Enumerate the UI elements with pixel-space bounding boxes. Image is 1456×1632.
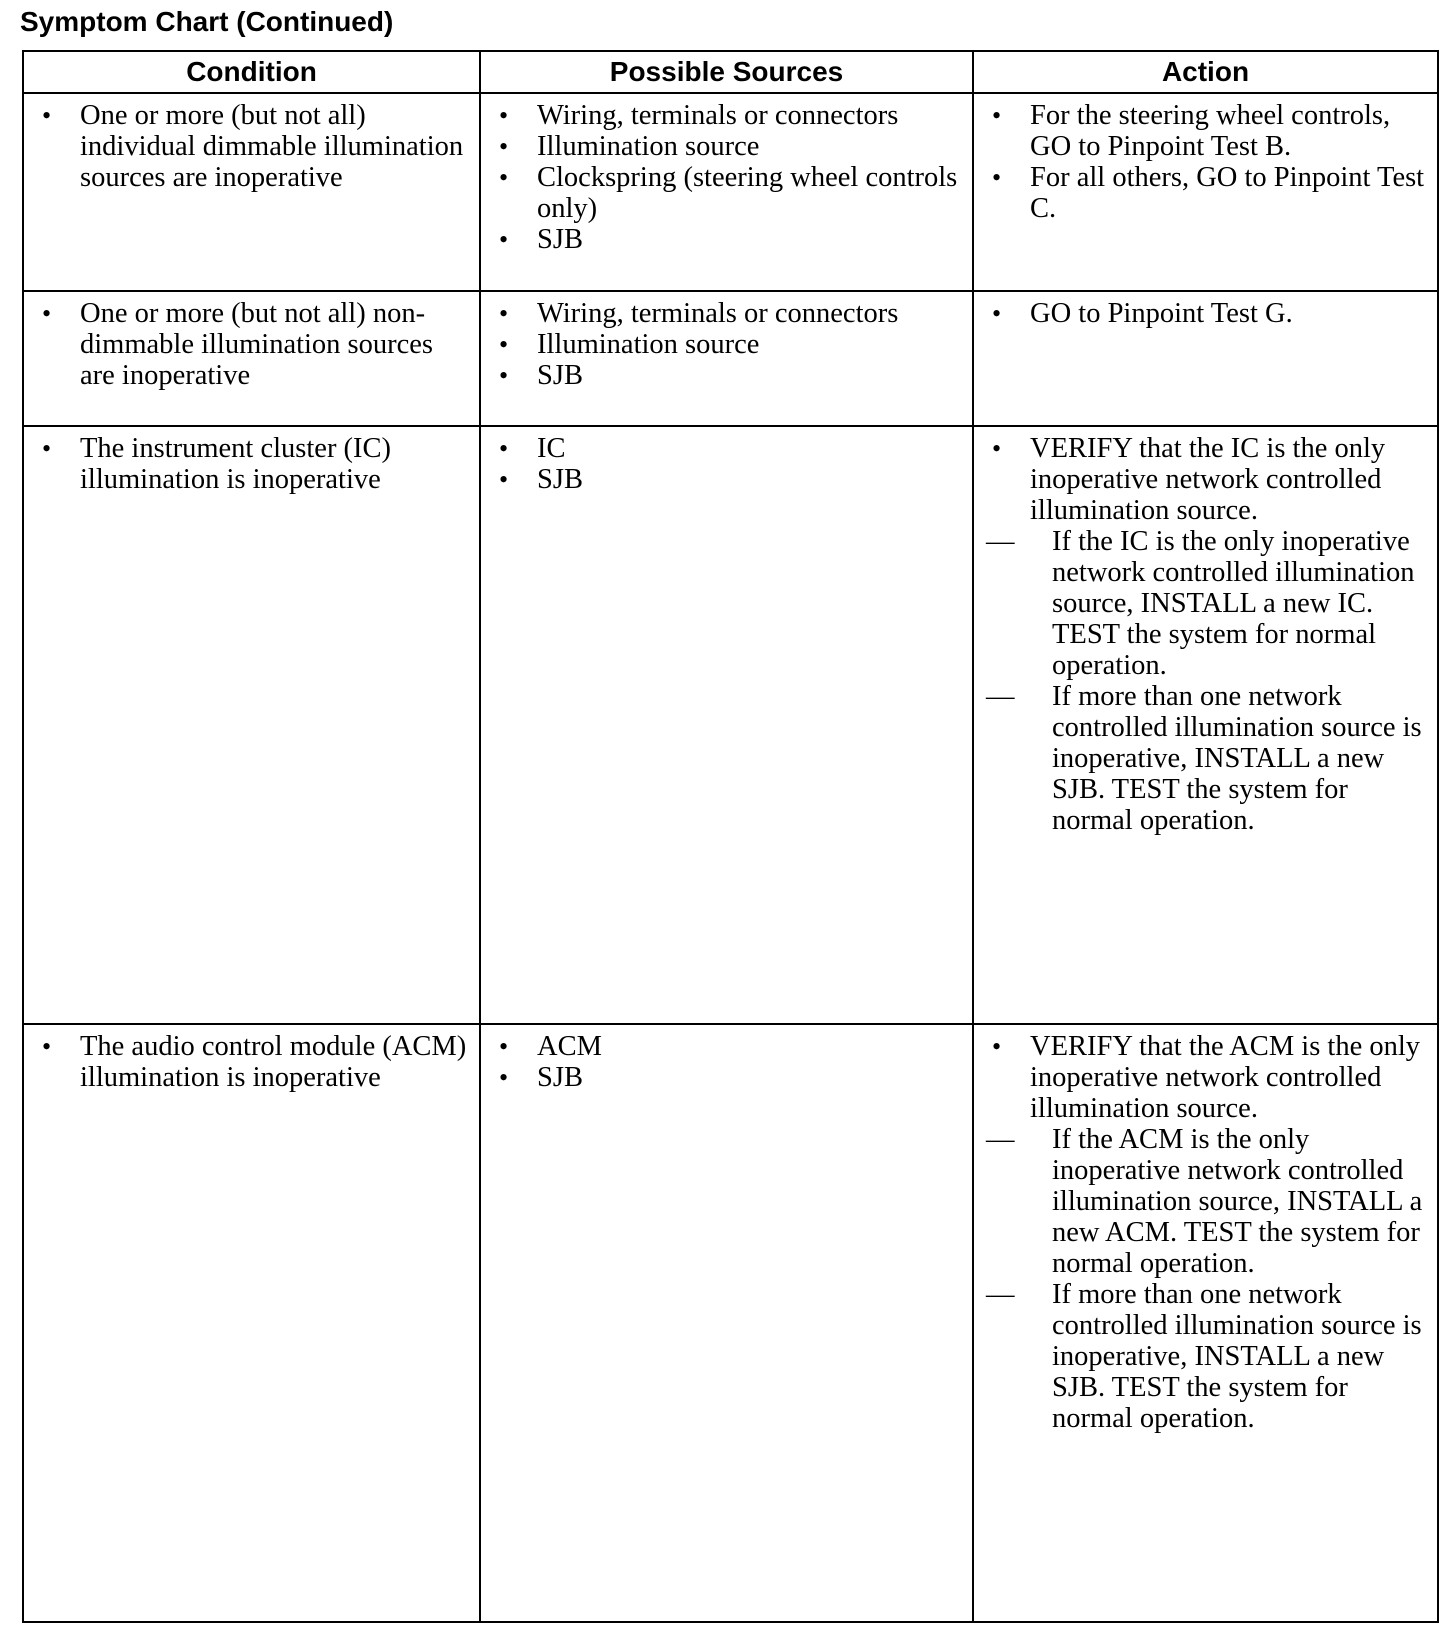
column-header-action: Action — [973, 51, 1438, 93]
table-header-row — [23, 51, 1438, 93]
condition-item: • One or more (but not all) non-dimmable illumination sources are inoperative — [36, 298, 467, 391]
sources-cell — [480, 291, 973, 426]
condition-item: • One or more (but not all) individual dimmable illumination sources are inoperative — [36, 100, 467, 193]
action-main-text: VERIFY that the IC is the only inoperative network controlled illumination source. — [1030, 433, 1386, 526]
table-row — [23, 426, 1438, 1024]
source-item: • Wiring, terminals or connectors — [493, 100, 960, 131]
action-item: • For the steering wheel controls, GO to Pinpoint Test B. — [986, 100, 1425, 162]
condition-cell — [23, 426, 480, 1024]
symptom-chart-table — [22, 50, 1439, 1623]
source-item: • ACM — [493, 1031, 960, 1062]
source-item: • Wiring, terminals or connectors — [493, 298, 960, 329]
action-cell — [973, 291, 1438, 426]
source-item: • Illumination source — [493, 131, 960, 162]
source-item: • SJB — [493, 360, 960, 391]
action-item: • GO to Pinpoint Test G. — [986, 298, 1425, 329]
action-sub-item: — If more than one network controlled illumination source is inoperative, INSTALL a new SJB. TEST the system for normal operation. — [986, 1279, 1425, 1434]
condition-item: • The audio control module (ACM) illumination is inoperative — [36, 1031, 467, 1093]
sources-cell — [480, 1024, 973, 1622]
action-item — [986, 433, 1425, 526]
action-sub-item: — If the IC is the only inoperative network controlled illumination source, INSTALL a new IC. TEST the system for normal operation. — [986, 526, 1425, 681]
action-sub-item: — If more than one network controlled illumination source is inoperative, INSTALL a new SJB. TEST the system for normal operation. — [986, 681, 1425, 836]
action-sub-item: — If the ACM is the only inoperative network controlled illumination source, INSTALL a new ACM. TEST the system for normal operation. — [986, 1124, 1425, 1279]
source-item: • SJB — [493, 464, 960, 495]
action-cell — [973, 426, 1438, 1024]
source-item: • IC — [493, 433, 960, 464]
condition-cell — [23, 1024, 480, 1622]
table-row — [23, 93, 1438, 291]
column-header-possible-sources: Possible Sources — [480, 51, 973, 93]
action-cell — [973, 1024, 1438, 1622]
action-item: • For all others, GO to Pinpoint Test C. — [986, 162, 1425, 224]
sources-cell — [480, 426, 973, 1024]
page-title: Symptom Chart (Continued) — [20, 6, 394, 37]
condition-item: • The instrument cluster (IC) illumination is inoperative — [36, 433, 467, 495]
source-item: • Clockspring (steering wheel controls only) — [493, 162, 960, 224]
action-item — [986, 1031, 1425, 1124]
sources-cell — [480, 93, 973, 291]
condition-cell — [23, 93, 480, 291]
table-row — [23, 1024, 1438, 1622]
column-header-condition: Condition — [23, 51, 480, 93]
source-item: • SJB — [493, 1062, 960, 1093]
table-row — [23, 291, 1438, 426]
source-item: • Illumination source — [493, 329, 960, 360]
condition-cell — [23, 291, 480, 426]
source-item: • SJB — [493, 224, 960, 255]
action-main-text: VERIFY that the ACM is the only inoperative network controlled illumination source. — [1030, 1031, 1421, 1124]
action-cell — [973, 93, 1438, 291]
